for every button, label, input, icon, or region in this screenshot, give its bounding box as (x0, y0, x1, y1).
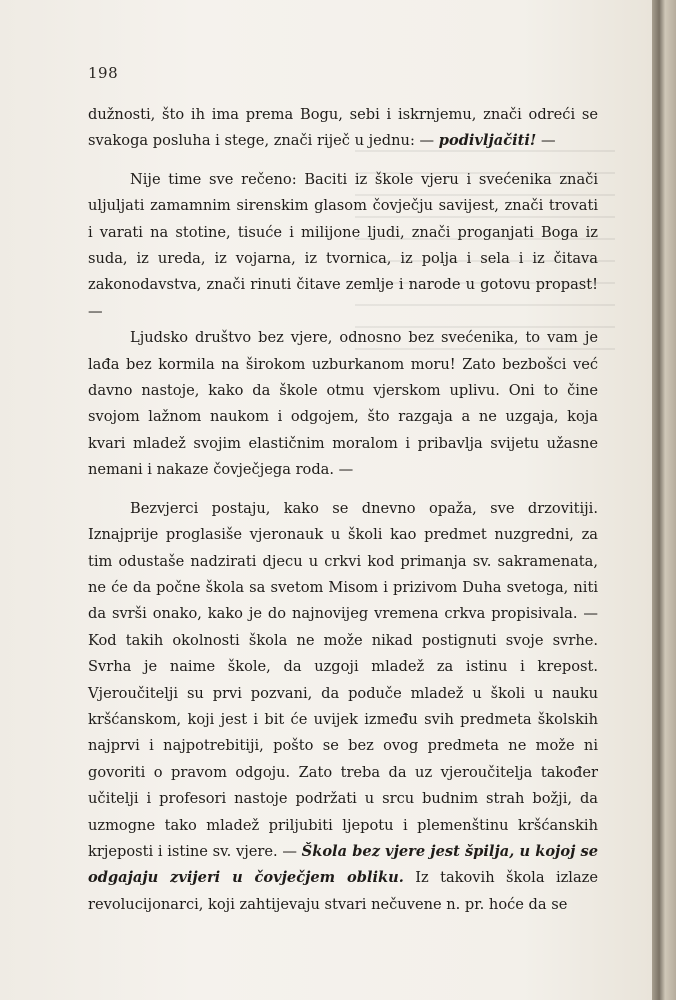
paragraph-1-span-1: dužnosti, što ih ima prema Bogu, sebi i iskrnjemu, znači odreći se svakoga posluha i stege, znači riječ u jednu: — (88, 106, 598, 150)
book-gutter (652, 0, 676, 1000)
paragraph-1-span-3: — (536, 132, 556, 150)
page-number: 198 (88, 64, 119, 82)
paragraph-4-emphasis: Škola bez vjere jest špilja, u kojoj se odgajaju zvijeri u čovječjem obliku. (88, 842, 598, 887)
paragraph-1 (88, 102, 598, 155)
body-text (88, 102, 598, 918)
paragraph-3-span-1: Ljudsko društvo bez vjere, odnosno bez svećenika, to vam je lađa bez kormila na širokom uzburkanom moru! Zato bezbošci već davno nastoje, kako da škole otmu vjerskom uplivu. Oni to čine svojom lažnom naukom i odgojem, što razgaja a ne uzgaja, koja kvari mladež svojim elastičnim moralom i pribavlja svijetu užasne nemani i nakaze čovječjega roda. — (88, 329, 598, 479)
paragraph-4 (88, 496, 598, 919)
paragraph-2-span-1: Nije time sve rečeno: Baciti iz škole vjeru i svećenika znači uljuljati zamamnim sirenskim glasom čovječju savijest, znači trovati i varati na stotine, tisuće i milijone ljudi, znači proganjati Boga iz suda, iz ureda, iz vojarna, iz tvornica, iz polja i sela i iz čitava zakonodavstva, znači rinuti čitave zemlje i narode u gotovu propast! — (88, 170, 598, 320)
paragraph-1-emphasis: podivljačiti! (438, 132, 537, 150)
paragraph-4-span-1: Bezvjerci postaju, kako se dnevno opaža, sve drzovitiji. Iznajprije proglasiše vjeronauk u školi kao predmet nuzgredni, za tim odustaše nadzirati djecu u crkvi kod primanja sv. sakramenata, ne će da počne škola sa svetom Misom i prizivom Duha svetoga, niti da svrši onako, kako je do najnovijeg vremena crkva propisivala. — Kod takih okolnosti škola ne može nikad postignuti svoje svrhe. Svrha je naime škole, da uzgoji mladež za istinu i krepost. Vjeroučitelji su prvi pozvani, da poduče mladež u školi u nauku kršćanskom, koji jest i bit će uvijek između svih predmeta školskih najprvi i najpotrebitiji, pošto se bez ovog predmeta ne može ni govoriti o pravom odgoju. Zato treba da uz vjeroučitelja također učitelji i profesori nastoje podržati u srcu budnim strah božji, da uzmogne tako mladež priljubiti ljepotu i plemenštinu kršćanskih krjeposti i istine sv. vjere. — (88, 499, 598, 860)
paragraph-4-span-3: Iz takovih škola izlaze revolucijonarci, koji zahtijevaju stvari nečuvene n. pr. hoće da se (88, 869, 598, 913)
paragraph-2 (88, 167, 598, 325)
paragraph-3 (88, 325, 598, 483)
